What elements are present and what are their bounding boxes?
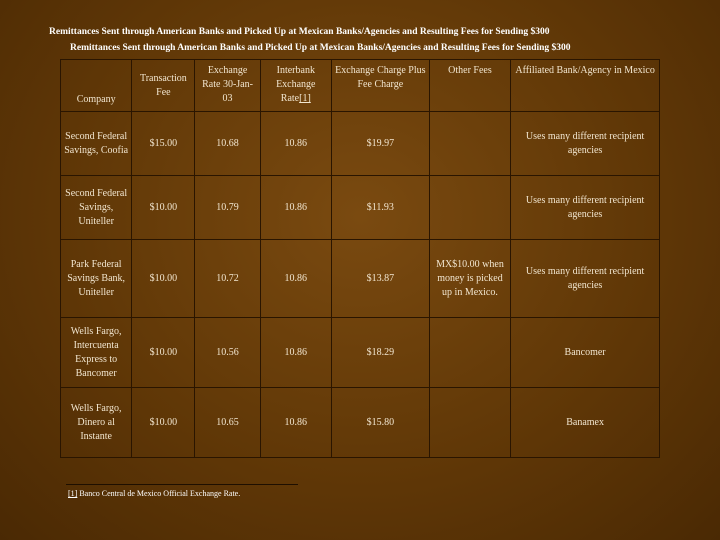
agency-cell: Banamex	[511, 388, 660, 458]
header-interbank-rate	[260, 60, 331, 112]
rate-cell: 10.68	[195, 112, 260, 176]
interbank-cell: 10.86	[260, 176, 331, 240]
company-cell: Wells Fargo, Dinero al Instante	[61, 388, 132, 458]
rate-cell: 10.65	[195, 388, 260, 458]
fee-cell: $10.00	[132, 318, 195, 388]
table-row	[61, 112, 660, 176]
company-cell: Park Federal Savings Bank, Uniteller	[61, 240, 132, 318]
other-fees-cell	[429, 318, 510, 388]
charge-cell: $11.93	[331, 176, 429, 240]
charge-cell: $18.29	[331, 318, 429, 388]
rate-cell: 10.72	[195, 240, 260, 318]
interbank-cell: 10.86	[260, 388, 331, 458]
interbank-cell: 10.86	[260, 240, 331, 318]
remittance-table	[60, 59, 660, 458]
agency-cell: Uses many different recipient agencies	[511, 112, 660, 176]
agency-cell: Bancomer	[511, 318, 660, 388]
interbank-cell: 10.86	[260, 318, 331, 388]
rate-cell: 10.79	[195, 176, 260, 240]
other-fees-cell	[429, 112, 510, 176]
other-fees-cell: MX$10.00 when money is picked up in Mexico.	[429, 240, 510, 318]
footnote-link[interactable]: [1]	[299, 93, 311, 104]
table-row	[61, 388, 660, 458]
agency-cell: Uses many different recipient agencies	[511, 240, 660, 318]
footnote	[68, 489, 240, 498]
header-transaction-fee: Transaction Fee	[132, 60, 195, 112]
fee-cell: $10.00	[132, 176, 195, 240]
agency-cell: Uses many different recipient agencies	[511, 176, 660, 240]
title-line-2: Remittances Sent through American Banks and Picked Up at Mexican Banks/Agencies and Resulting Fees for Sending $300	[70, 43, 571, 53]
company-cell: Wells Fargo, Intercuenta Express to Bancomer	[61, 318, 132, 388]
header-company: Company	[61, 60, 132, 112]
fee-cell: $15.00	[132, 112, 195, 176]
table-row	[61, 318, 660, 388]
table-row	[61, 240, 660, 318]
header-row	[61, 60, 660, 112]
title-line-1: Remittances Sent through American Banks and Picked Up at Mexican Banks/Agencies and Resulting Fees for Sending $300	[49, 27, 550, 37]
header-other-fees: Other Fees	[429, 60, 510, 112]
header-charge-plus-fee: Exchange Charge Plus Fee Charge	[331, 60, 429, 112]
charge-cell: $19.97	[331, 112, 429, 176]
company-cell: Second Federal Savings, Coofia	[61, 112, 132, 176]
rate-cell: 10.56	[195, 318, 260, 388]
other-fees-cell	[429, 176, 510, 240]
header-interbank-label: Interbank Exchange Rate	[276, 65, 316, 104]
company-cell: Second Federal Savings, Uniteller	[61, 176, 132, 240]
header-exchange-rate: Exchange Rate 30-Jan-03	[195, 60, 260, 112]
footnote-ref[interactable]: [1]	[68, 489, 78, 498]
charge-cell: $15.80	[331, 388, 429, 458]
fee-cell: $10.00	[132, 240, 195, 318]
table-row	[61, 176, 660, 240]
header-affiliated-agency: Affiliated Bank/Agency in Mexico	[511, 60, 660, 112]
footnote-divider	[66, 484, 298, 485]
charge-cell: $13.87	[331, 240, 429, 318]
interbank-cell: 10.86	[260, 112, 331, 176]
fee-cell: $10.00	[132, 388, 195, 458]
footnote-text: Banco Central de Mexico Official Exchange Rate.	[77, 489, 241, 498]
other-fees-cell	[429, 388, 510, 458]
